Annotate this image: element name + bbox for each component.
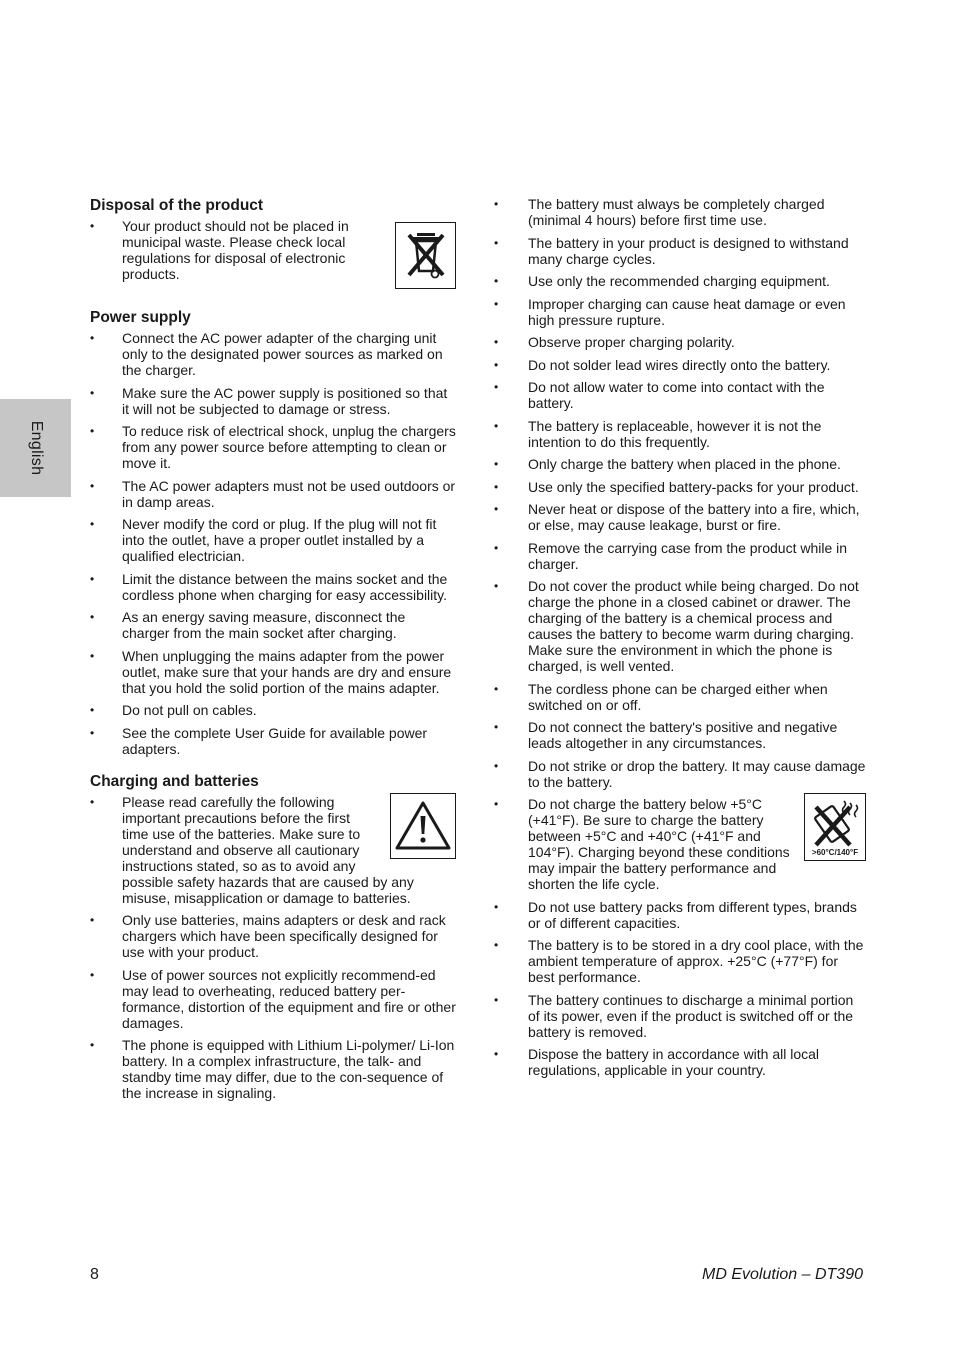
bullet: •: [494, 899, 499, 914]
list-item: • Your product should not be placed in municipal waste. Please check local regulations for disposal of electronic products.: [90, 218, 349, 282]
bullet: •: [90, 725, 95, 740]
bullet: •: [494, 992, 499, 1007]
list-item: • Observe proper charging polarity.: [494, 334, 735, 350]
section-title-disposal: Disposal of the product: [90, 197, 264, 214]
list-item: • Only use batteries, mains adapters or desk and rack chargers which have been specifically designed for use with your product.: [90, 912, 446, 960]
list-item: • Do not pull on cables.: [90, 702, 257, 718]
list-item: • The phone is equipped with Lithium Li-polymer/ Li-Ion battery. In a complex infrastructure, the talk- and standby time may differ, due to the con-sequence of the increase in signaling.: [90, 1037, 455, 1101]
list-item: • The battery must always be completely charged (minimal 4 hours) before first time use.: [494, 196, 825, 228]
power-list: [90, 330, 456, 757]
bullet: •: [494, 720, 499, 734]
bullet: •: [90, 385, 95, 400]
list-item: • Only charge the battery when placed in the phone.: [494, 456, 841, 472]
bullet: •: [90, 424, 95, 438]
bullet: •: [494, 296, 499, 311]
bullet: •: [494, 380, 499, 394]
bullet: •: [494, 274, 499, 288]
bullet: •: [494, 540, 499, 555]
list-item: • The cordless phone can be charged either when switched on or off.: [494, 680, 828, 713]
list-item: • To reduce risk of electrical shock, unplug the chargers from any power source before attempting to clean or move it.: [90, 423, 456, 471]
list-item: • Improper charging can cause heat damage or even high pressure rupture.: [494, 295, 846, 328]
list-item: • See the complete User Guide for available power adapters.: [90, 724, 428, 757]
list-item: • The battery is to be stored in a dry cool place, with the ambient temperature of approx. +25°C (+77°F) for best performance.: [494, 937, 864, 985]
list-item: • Do not cover the product while being charged. Do not charge the phone in a closed cabinet or drawer. The charging of the battery is a chemical process and causes the battery to become warm during charging. Make sure the environment in which the phone is charged, is well vented.: [494, 578, 859, 674]
section-power-supply: [90, 308, 456, 757]
list-item: • Use only the recommended charging equipment.: [494, 273, 830, 289]
list-item: • Do not allow water to come into contact with the battery.: [494, 379, 825, 411]
list-item: • The battery is replaceable, however it is not the intention to do this frequently.: [494, 417, 822, 450]
bullet: •: [90, 1038, 95, 1052]
bullet: •: [90, 794, 95, 809]
bullet: •: [494, 797, 499, 811]
list-item: • Limit the distance between the mains socket and the cordless phone when charging for easy accessibility.: [90, 570, 448, 603]
disposal-list: [90, 218, 456, 282]
list-item: • Do not connect the battery's positive and negative leads altogether in any circumstances.: [494, 719, 838, 751]
list-item: • Do not use battery packs from different types, brands or of different capacities.: [494, 898, 857, 931]
list-item: • >60°C/140°F Do not charge the battery below +5°C (+41°F). Be sure to charge the battery between +5°C and +40°C (+41°F and 104°F). Charging beyond these conditions may impair the battery performance and shorten the life cycle.: [494, 796, 866, 892]
section-disposal: [90, 196, 456, 293]
battery-precautions-list: [494, 196, 866, 1078]
bullet: •: [494, 418, 499, 433]
list-item: • The battery continues to discharge a minimal portion of its power, even if the product is switched off or the battery is removed.: [494, 991, 854, 1040]
bullet: •: [494, 579, 499, 593]
list-item: • Use only the specified battery-packs for your product.: [494, 478, 859, 495]
left-column: [90, 196, 456, 1116]
list-item: • When unplugging the mains adapter from the power outlet, make sure that your hands are dry and ensure that you hold the solid portion of the mains adapter.: [90, 647, 452, 696]
list-item: • Do not strike or drop the battery. It may cause damage to the battery.: [494, 757, 866, 790]
list-item: • The AC power adapters must not be used outdoors or in damp areas.: [90, 477, 456, 510]
list-item: • The battery in your product is designed to withstand many charge cycles.: [494, 234, 849, 267]
right-column: [494, 196, 866, 1085]
bullet: •: [494, 681, 499, 696]
bullet: •: [90, 478, 95, 493]
bullet: •: [90, 610, 95, 624]
list-item: • Make sure the AC power supply is positioned so that it will not be subjected to damage or stress.: [90, 384, 448, 417]
list-item: • As an energy saving measure, disconnect the charger from the main socket after charging.: [90, 609, 406, 641]
page-number: 8: [90, 1266, 99, 1283]
bullet: •: [494, 758, 499, 773]
bullet: •: [494, 457, 499, 471]
section-charging-batteries: [90, 772, 456, 1102]
list-item: • Remove the carrying case from the product while in charger.: [494, 539, 848, 572]
bullet: •: [90, 571, 95, 586]
bullet: •: [494, 938, 499, 952]
list-item: • Never heat or dispose of the battery into a fire, which, or else, may cause leakage, burst or fire.: [494, 501, 860, 533]
list-item: • Connect the AC power adapter of the charging unit only to the designated power sources as marked on the charger.: [90, 330, 443, 378]
list-item: • Please read carefully the following important precautions before the first time use of the batteries. Make sure to understand and observe all cautionary instructions stated, so as to avoid any possible safety hazards that are caused by any misuse, misapplication or damage to batteries.: [90, 793, 414, 906]
charging-list: [90, 794, 456, 1102]
bullet: •: [90, 648, 95, 663]
bullet: •: [90, 517, 95, 531]
bullet: •: [90, 967, 95, 982]
bullet: •: [90, 913, 95, 927]
no-heat-battery-icon: [804, 793, 866, 861]
bullet: •: [90, 331, 95, 345]
bullet: •: [90, 219, 95, 233]
temperature-limit-label: >60°C/140°F: [811, 848, 859, 857]
list-item: • Do not solder lead wires directly onto the battery.: [494, 356, 831, 373]
language-tab-label: English: [28, 420, 45, 476]
bullet: •: [494, 357, 499, 372]
bullet: •: [494, 479, 499, 494]
bullet: •: [90, 703, 95, 717]
list-item: • Use of power sources not explicitly recommend-ed may lead to overheating, reduced battery per-formance, distortion of the equipment and fire or other damages.: [90, 966, 456, 1031]
bullet: •: [494, 335, 499, 349]
bullet: •: [494, 197, 499, 211]
footer-model-name: MD Evolution – DT390: [702, 1266, 863, 1283]
section-title-power: Power supply: [90, 309, 191, 326]
bullet: •: [494, 502, 499, 516]
bullet: •: [494, 1047, 499, 1061]
section-title-charging: Charging and batteries: [90, 772, 259, 790]
list-item: • Dispose the battery in accordance with all local regulations, applicable in your country.: [494, 1046, 820, 1078]
list-item: • Never modify the cord or plug. If the plug will not fit into the outlet, have a proper outlet installed by a qualified electrician.: [90, 516, 437, 564]
bullet: •: [494, 235, 499, 250]
